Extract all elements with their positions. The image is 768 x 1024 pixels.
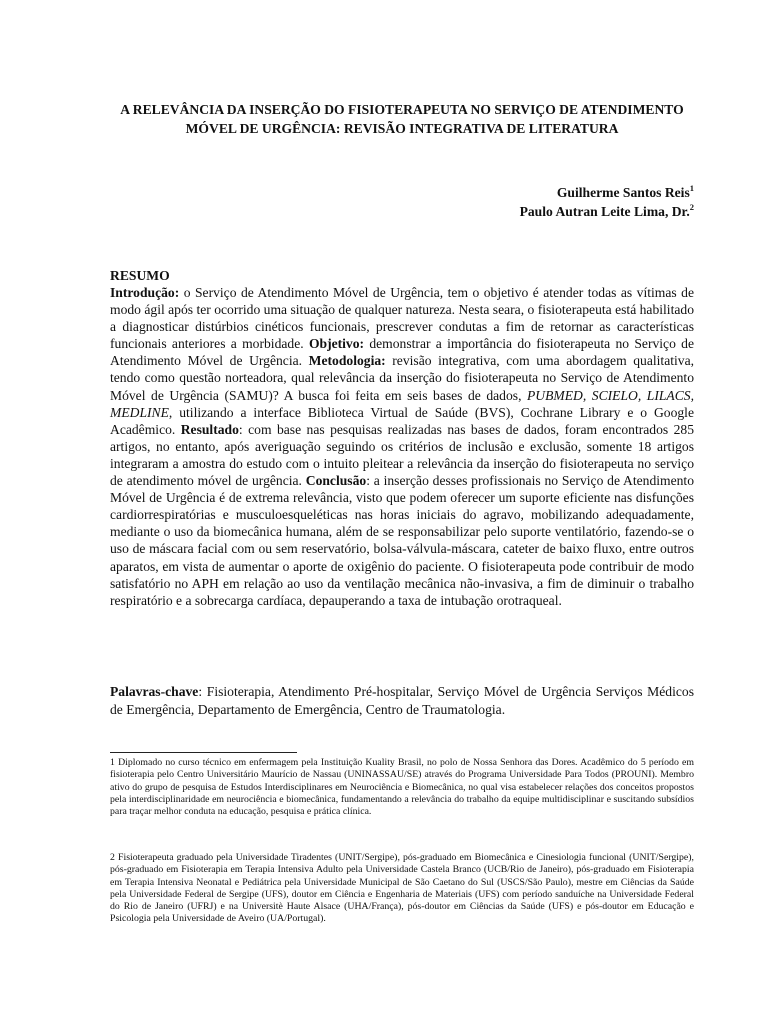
footnote-2 — [110, 852, 694, 926]
author-1 — [300, 183, 694, 202]
objective-label: Objetivo: — [308, 336, 365, 352]
result-label: Resultado — [180, 421, 239, 437]
paper-title: A RELEVÂNCIA DA INSERÇÃO DO FISIOTERAPEUTA NO SERVIÇO DE ATENDIMENTO MÓVEL DE URGÊNCIA: REVISÃO INTEGRATIVA DE LITERATURA — [120, 102, 684, 136]
footnote-text: Diplomado no curso técnico em enfermagem pela Instituição Kuality Brasil, no polo de Nossa Senhora das Dores. Acadêmico do 5 período em fisioterapia pelo Centro Universitário Maurício de Nassau (UNINASSAU/SE) através do Programa Universidade Para Todos (PROUNI). Membro ativo do grupo de pesquisa de Estudos Interdisciplinares em Neurociência e Biomecânica, no qual visa estabelecer relações dos conceitos propostos pela interdisciplinaridade em neurociência e biomecânica, fundamentando a relevância do trabalho da equipe multidisciplinar e suscitando subsídios para traçar melhor conduta na educação, pesquisa e prática clínica. — [110, 757, 694, 818]
intro-label: Introdução: — [110, 285, 180, 300]
footnote-mark: 2 — [110, 852, 115, 863]
keywords-label: Palavras-chave — [110, 684, 199, 699]
databases-list: PUBMED, SCIELO, LILACS, MEDLINE — [110, 387, 695, 420]
method-label: Metodologia: — [308, 353, 386, 369]
author-list — [300, 183, 694, 221]
author-2 — [300, 202, 694, 221]
conclusion-text: : a inserção desses profissionais no Serviço de Atendimento Móvel de Urgência é de extrema relevância, visto que podem oferecer um suporte eficiente nas disfunções cardiorrespiratórias e musculoesqueléticas nas horas iniciais do agravo, mobilizando adequadamente, mediante o uso da biomecânica humana, além de se responsabilizar pelo suporte ventilatório, fazendo-se o uso de máscara facial com ou sem reservatório, bolsa-válvula-máscara, cateter de baixo fluxo, entre outros aparatos, em vista de aumentar o aporte de oxigênio do paciente. O fisioterapeuta pode contribuir de modo satisfatório no APH em relação ao uso da ventilação mecânica não-invasiva, a fim de diminuir o trabalho respiratório e a sobrecarga cardíaca, depauperando a taxa de intubação orotraqueal. — [110, 473, 695, 608]
author-name: Paulo Autran Leite Lima, Dr. — [519, 204, 690, 219]
abstract-body — [110, 284, 694, 609]
footnote-1 — [110, 757, 694, 818]
intro-text: o Serviço de Atendimento Móvel de Urgência, tem o objetivo é atender todas as vítimas de modo ágil após ter ocorrido uma situação de qualquer natureza. Nesta seara, o fisioterapeuta está habilitado a diagnosticar distúrbios cinéticos funcionais, prescrever condutas a fim de retornar as características funcionais anteriores a morbidade. — [110, 285, 694, 352]
result-text: : com base nas pesquisas realizadas nas bases de dados, foram encontrados 285 artigos, no entanto, após averiguação seguindo os critérios de inclusão e exclusão, somente 18 artigos integraram a amostra do estudo com o intuito pleitear a relevância da inserção do fisioterapeuta no serviço de atendimento móvel de urgência. — [110, 421, 694, 489]
conclusion-label: Conclusão — [305, 473, 367, 489]
footnote-separator — [110, 752, 297, 753]
method-text: revisão integrativa, com uma abordagem qualitativa, tendo como questão norteadora, qual relevância da inserção do fisioterapeuta no Serviço de Atendimento Móvel de Urgência (SAMU)? A busca foi feita em seis bases de dados, — [110, 353, 695, 403]
footnote-mark: 1 — [110, 757, 115, 768]
keywords — [110, 683, 694, 718]
keywords-text: : Fisioterapia, Atendimento Pré-hospitalar, Serviço Móvel de Urgência Serviços Médicos de Emergência, Departamento de Emergência, Centro de Traumatologia. — [110, 684, 694, 717]
abstract-heading: RESUMO — [110, 268, 170, 283]
method-text-continued: , utilizando a interface Biblioteca Virtual de Saúde (BVS), Cochrane Library e o Google Acadêmico. — [110, 404, 694, 437]
objective-text: demonstrar a importância do fisioterapeuta no Serviço de Atendimento Móvel de Urgência. — [110, 336, 694, 369]
footnote-mark: 1 — [689, 183, 694, 193]
author-name: Guilherme Santos Reis — [556, 185, 690, 200]
footnote-text: Fisioterapeuta graduado pela Universidade Tiradentes (UNIT/Sergipe), pós-graduado em Biomecânica e Cinesiologia funcional (UNIT/Sergipe), pós-graduado em Fisioterapia em Terapia Intensiva Adulto pela Universidade Castela Branco (UCB/Rio de Janeiro), pós-graduado em Fisioterapia em Terapia Intensiva Neonatal e Pediátrica pela Universidade Municipal de São Caetano do Sul (USCS/São Paulo), mestre em Ciências da Saúde pela Universidade Federal de Sergipe (UFS), doutor em Ciência e Engenharia de Materiais (UFS) com período sanduíche na Universidade Federal do Rio de Janeiro (UFRJ) e na Universitè Haute Alsace (UHA/França), pós-doutor em Ciências da Saúde (UFS) e pós-doutor em Educação e Psicologia pela Universidade de Aveiro (UA/Portugal). — [110, 852, 694, 925]
footnote-mark: 2 — [689, 202, 694, 212]
